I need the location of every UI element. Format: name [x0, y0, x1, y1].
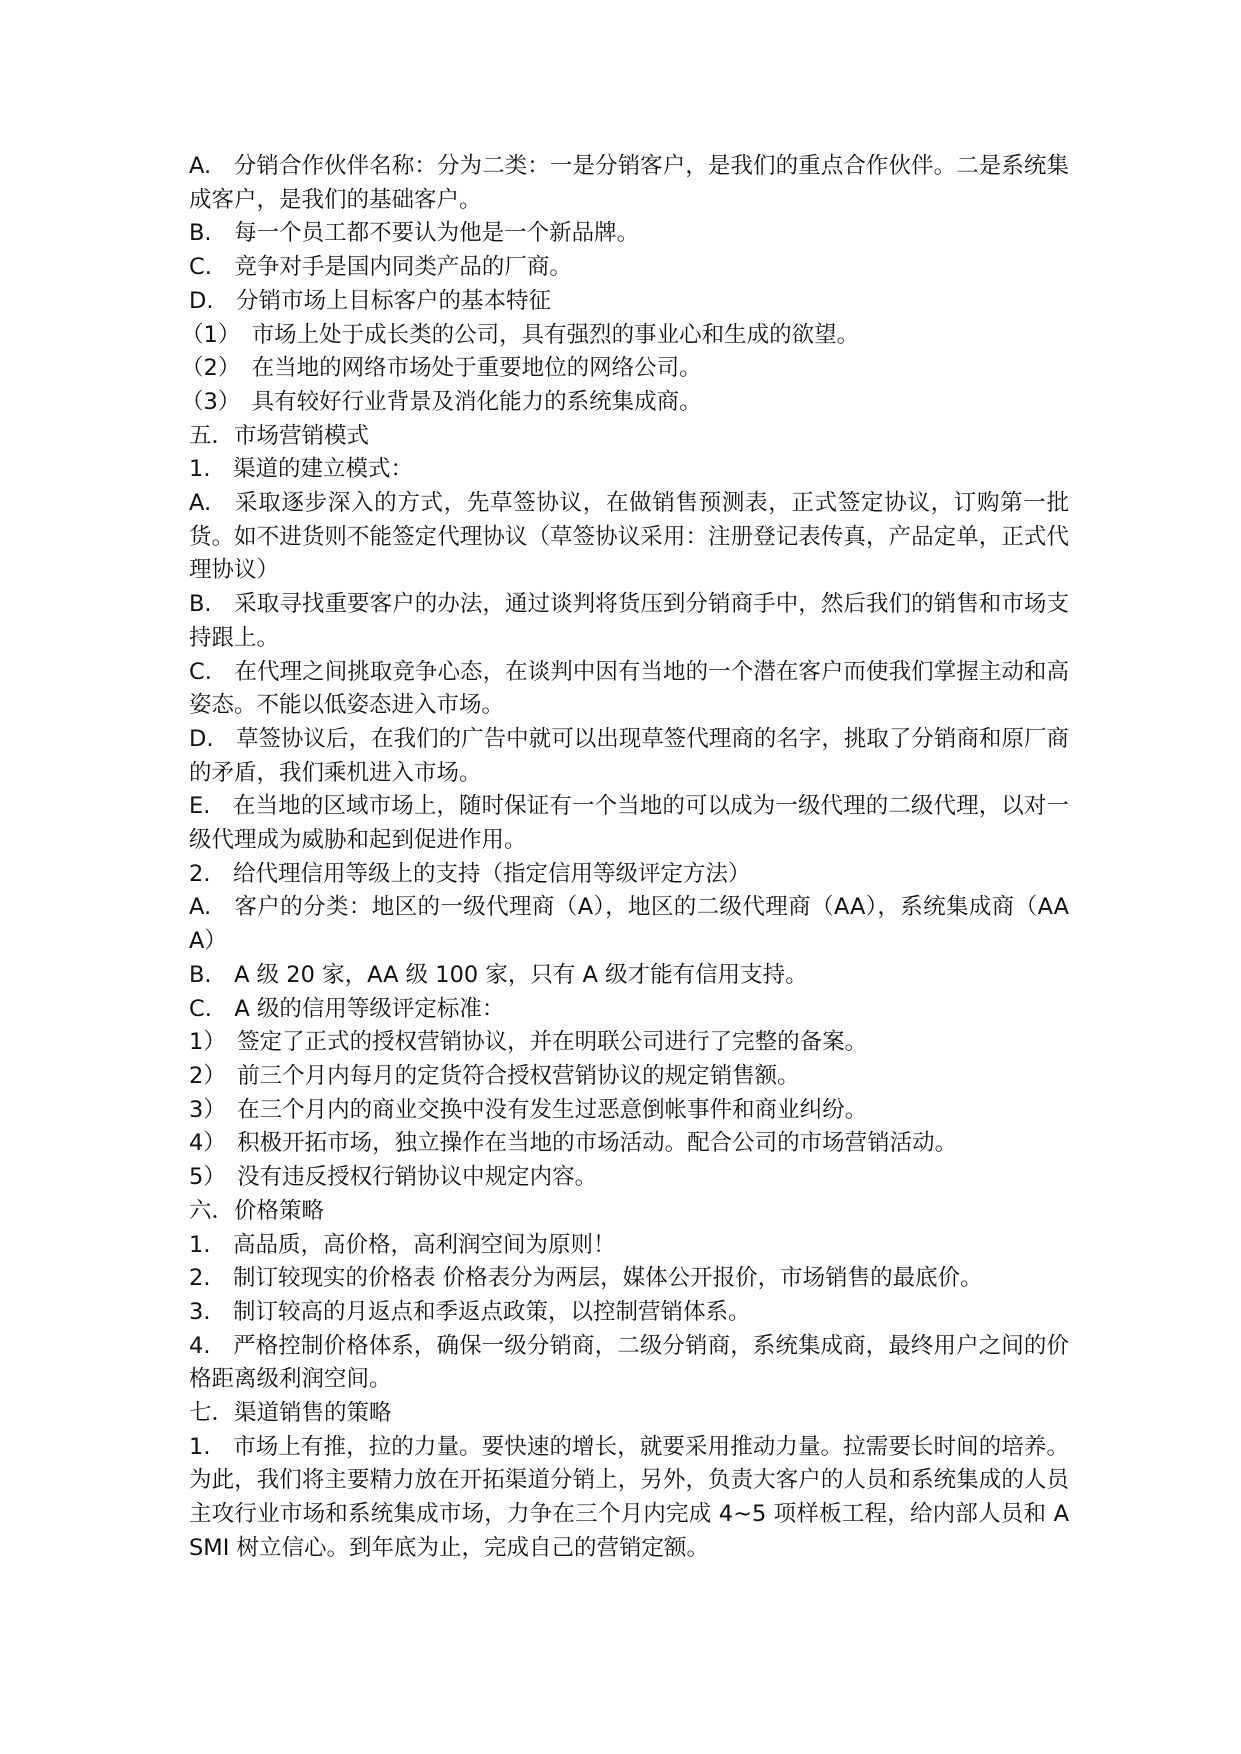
paragraph-e-regional-market: E. 在当地的区域市场上，随时保证有一个当地的可以成为一级代理的二级代理，以对一级代理成为威胁和起到促进作用。: [189, 793, 1069, 854]
list-item-1-growth-companies: （1） 市场上处于成长类的公司，具有强烈的事业心和生成的欲望。: [181, 321, 860, 348]
section-heading-7-channel-sales: 七．渠道销售的策略: [189, 1400, 392, 1427]
subheading-2-credit-support: 2. 给代理信用等级上的支持（指定信用等级评定方法）: [189, 860, 751, 887]
paragraph-a-partner-names: A. 分销合作伙伴名称：分为二类：一是分销客户，是我们的重点合作伙伴。二是系统集成客户，是我们的基础客户。: [189, 153, 1069, 213]
paragraph-b-counts: B. A 级 20 家，AA 级 100 家，只有 A 级才能有信用支持。: [189, 961, 808, 988]
pricing-item-3: 3. 制订较高的月返点和季返点政策，以控制营销体系。: [189, 1298, 751, 1325]
criteria-item-3: 3） 在三个月内的商业交换中没有发生过恶意倒帐事件和商业纠纷。: [189, 1096, 868, 1123]
paragraph-a-step-by-step: A. 采取逐步深入的方式，先草签协议，在做销售预测表，正式签定协议，订购第一批货。如不进货则不能签定代理协议（草签协议采用：注册登记表传真，产品定单，正式代理协议）: [189, 490, 1069, 584]
section-heading-5-marketing-model: 五．市场营销模式: [189, 422, 370, 449]
paragraph-d-after-signing: D. 草签协议后，在我们的广告中就可以出现草签代理商的名字，挑取了分销商和原厂商的矛盾，我们乘机进入市场。: [189, 725, 1069, 786]
paragraph-c-rating-criteria: C. A 级的信用等级评定标准：: [189, 995, 505, 1022]
criteria-item-4: 4） 积极开拓市场，独立操作在当地的市场活动。配合公司的市场营销活动。: [189, 1130, 958, 1157]
channel-sales-item-1: 1. 市场上有推，拉的力量。要快速的增长，就要采用推动力量。拉需要长时间的培养。为此，我们将主要精力放在开拓渠道分销上，另外，负责大客户的人员和系统集成的人员主攻行业市场和系统集成市场，力争在三个月内完成 4~5 项样板工程，给内部人员和 ASMI 树立信心。到年底为止，完成自己的营销定额。: [189, 1433, 1069, 1561]
list-item-2-network-companies: （2） 在当地的网络市场处于重要地位的网络公司。: [181, 355, 702, 382]
pricing-item-2: 2. 制订较现实的价格表 价格表分为两层，媒体公开报价，市场销售的最底价。: [189, 1265, 983, 1292]
paragraph-a-customer-classes: A. 客户的分类：地区的一级代理商（A），地区的二级代理商（AA），系统集成商（AAA）: [189, 894, 1069, 955]
criteria-item-2: 2） 前三个月内每月的定货符合授权营销协议的规定销售额。: [189, 1062, 800, 1089]
section-heading-6-pricing: 六．价格策略: [189, 1197, 325, 1224]
document-body: [181, 150, 1069, 1566]
list-item-3-system-integrators: （3） 具有较好行业背景及消化能力的系统集成商。: [181, 388, 702, 415]
pricing-item-4: 4. 严格控制价格体系，确保一级分销商，二级分销商，系统集成商，最终用户之间的价格距离级利润空间。: [189, 1332, 1069, 1393]
pricing-item-1: 1. 高品质，高价格，高利润空间为原则！: [189, 1231, 616, 1258]
paragraph-d-target-customers: D. 分销市场上目标客户的基本特征: [189, 287, 551, 314]
criteria-item-5: 5） 没有违反授权行销协议中规定内容。: [189, 1164, 598, 1191]
paragraph-b-key-customers: B. 采取寻找重要客户的办法，通过谈判将货压到分销商手中，然后我们的销售和市场支持跟上。: [189, 591, 1069, 651]
subheading-1-channel-model: 1. 渠道的建立模式：: [189, 456, 413, 483]
criteria-item-1: 1） 签定了正式的授权营销协议，并在明联公司进行了完整的备案。: [189, 1029, 868, 1056]
paragraph-b-new-brand: B. 每一个员工都不要认为他是一个新品牌。: [189, 220, 640, 247]
paragraph-c-competitors: C. 竞争对手是国内同类产品的厂商。: [189, 254, 572, 281]
paragraph-c-competition-mindset: C. 在代理之间挑取竞争心态，在谈判中因有当地的一个潜在客户而使我们掌握主动和高姿态。不能以低姿态进入市场。: [189, 658, 1069, 719]
